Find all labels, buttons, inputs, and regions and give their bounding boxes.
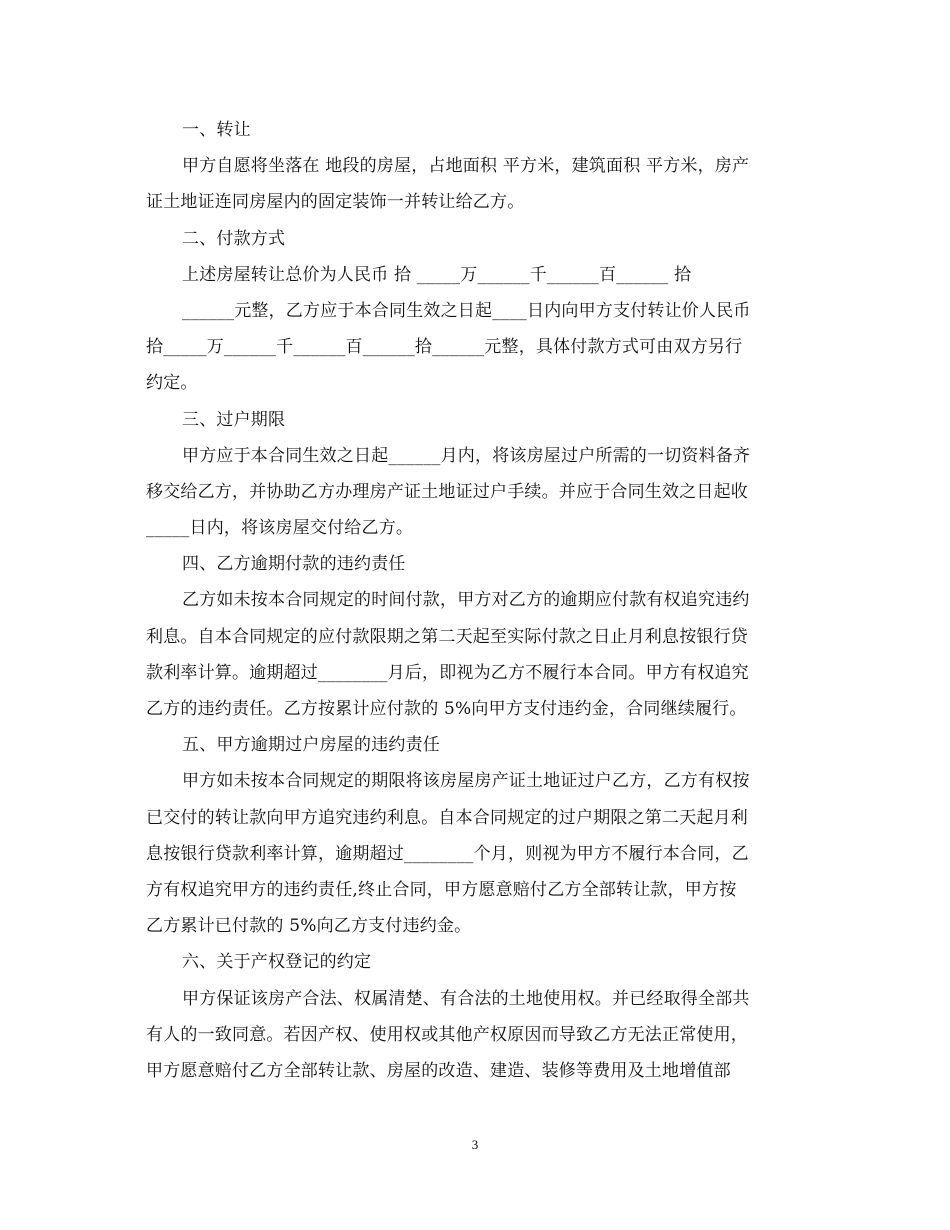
- section-heading-transfer: 一、转让: [182, 120, 251, 140]
- paragraph-line: 甲方应于本合同生效之日起______月内，将该房屋过户所需的一切资料备齐: [182, 445, 751, 466]
- section-heading-buyer-default: 四、乙方逾期付款的违约责任: [182, 554, 406, 575]
- paragraph-line: 移交给乙方，并协助乙方办理房产证土地证过户手续。并应于合同生效之日起收: [146, 481, 748, 502]
- paragraph-line: 甲方愿意赔付乙方全部转让款、房屋的改造、建造、装修等费用及土地增值部: [146, 1060, 731, 1081]
- paragraph-line: 息按银行贷款利率计算，逾期超过________个月，则视为甲方不履行本合同，乙: [146, 843, 749, 864]
- paragraph-line: 甲方保证该房产合法、权属清楚、有合法的土地使用权。并已经取得全部共: [182, 988, 750, 1009]
- paragraph-line: 甲方自愿将坐落在 地段的房屋，占地面积 平方米，建筑面积 平方米，房产: [182, 156, 750, 177]
- section-heading-transfer-period: 三、过户期限: [182, 409, 286, 430]
- paragraph-line: 证土地证连同房屋内的固定装饰一并转让给乙方。: [146, 192, 525, 213]
- section-heading-title-registration: 六、关于产权登记的约定: [182, 952, 372, 973]
- paragraph-line: 拾_____万______千______百______拾______元整，具体付款方式可由双方另行: [146, 337, 743, 358]
- paragraph-line: 利息。自本合同规定的应付款限期之第二天起至实际付款之日止月利息按银行贷: [146, 626, 748, 647]
- paragraph-line: 甲方如未按本合同规定的期限将该房屋房产证土地证过户乙方，乙方有权按: [182, 771, 750, 792]
- paragraph-line: 乙方如未按本合同规定的时间付款，甲方对乙方的逾期应付款有权追究违约: [182, 590, 750, 611]
- page-number: 3: [471, 1137, 479, 1152]
- paragraph-line: 款利率计算。逾期超过________月后，即视为乙方不履行本合同。甲方有权追究: [146, 662, 749, 683]
- paragraph-line: 约定。: [146, 373, 198, 394]
- paragraph-line: 方有权追究甲方的违约责任,终止合同，甲方愿意赔付乙方全部转让款，甲方按: [146, 879, 737, 900]
- paragraph-line: 上述房屋转让总价为人民币 拾 _____万______千______百______ 拾: [182, 264, 692, 285]
- paragraph-line: 乙方的违约责任。乙方按累计应付款的 5%向甲方支付违约金，合同继续履行。: [146, 699, 747, 719]
- section-heading-payment: 二、付款方式: [182, 228, 286, 249]
- paragraph-line: 已交付的转让款向甲方追究违约利息。自本合同规定的过户期限之第二天起月利: [146, 807, 748, 828]
- paragraph-line: ______元整，乙方应于本合同生效之日起____日内向甲方支付转让价人民币: [182, 300, 751, 321]
- paragraph-line: 乙方累计已付款的 5%向乙方支付违约金。: [146, 916, 472, 937]
- paragraph-line: 有人的一致同意。若因产权、使用权或其他产权原因而导致乙方无法正常使用，: [146, 1024, 748, 1045]
- paragraph-line: _____日内，将该房屋交付给乙方。: [146, 518, 414, 539]
- section-heading-seller-default: 五、甲方逾期过户房屋的违约责任: [182, 735, 440, 756]
- document-body: [146, 112, 806, 1089]
